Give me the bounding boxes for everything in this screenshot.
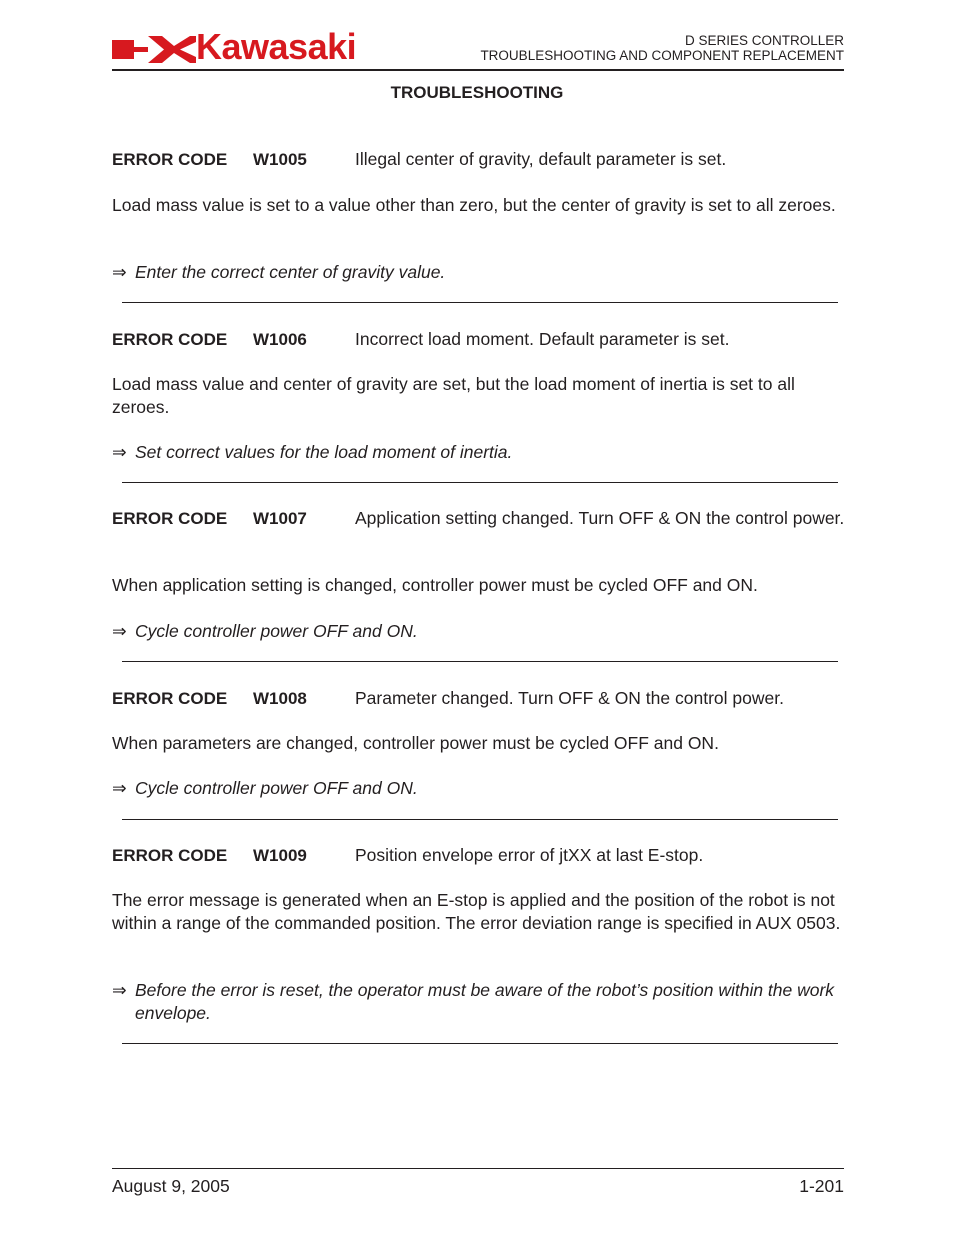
error-message: Application setting changed. Turn OFF & ON the control power. bbox=[355, 508, 845, 528]
error-description: Load mass value and center of gravity are set, but the load moment of inertia is set to all zeroes. bbox=[112, 374, 795, 417]
page-title: TROUBLESHOOTING bbox=[390, 83, 564, 102]
error-code-label: ERROR CODE bbox=[112, 509, 228, 528]
doc-subtitle: TROUBLESHOOTING AND COMPONENT REPLACEMENT bbox=[480, 48, 844, 63]
kawasaki-river-mark-icon bbox=[112, 32, 196, 66]
corrective-action bbox=[112, 441, 847, 464]
footer-rule bbox=[112, 1168, 844, 1169]
error-description: When application setting is changed, controller power must be cycled OFF and ON. bbox=[112, 575, 758, 595]
action-text: Cycle controller power OFF and ON. bbox=[135, 778, 418, 798]
arrow-right-icon: ⇒ bbox=[112, 621, 127, 641]
corrective-action bbox=[112, 620, 847, 643]
error-description: Load mass value is set to a value other than zero, but the center of gravity is set to all zeroes. bbox=[112, 195, 836, 215]
section-separator bbox=[122, 482, 838, 483]
arrow-right-icon: ⇒ bbox=[112, 980, 127, 1000]
error-message: Parameter changed. Turn OFF & ON the control power. bbox=[355, 688, 784, 708]
footer-date: August 9, 2005 bbox=[112, 1176, 230, 1196]
section-separator bbox=[122, 819, 838, 820]
error-message: Position envelope error of jtXX at last E-stop. bbox=[355, 845, 704, 865]
brand-wordmark: Kawasaki bbox=[196, 26, 357, 67]
header-rule bbox=[112, 69, 844, 71]
error-code-number: W1005 bbox=[253, 150, 307, 169]
error-description: When parameters are changed, controller power must be cycled OFF and ON. bbox=[112, 733, 719, 753]
page-number: 1-201 bbox=[799, 1176, 844, 1196]
corrective-action bbox=[112, 777, 847, 800]
error-code-label: ERROR CODE bbox=[112, 330, 228, 349]
arrow-right-icon: ⇒ bbox=[112, 262, 127, 282]
error-description: The error message is generated when an E-stop is applied and the position of the robot is not within a range of the commanded position. The error deviation range is specified in AUX 0503. bbox=[112, 890, 841, 933]
action-text: Enter the correct center of gravity value. bbox=[135, 262, 446, 282]
error-code-number: W1008 bbox=[253, 689, 307, 708]
corrective-action bbox=[112, 261, 847, 284]
action-text: Cycle controller power OFF and ON. bbox=[135, 621, 418, 641]
error-code-number: W1007 bbox=[253, 509, 307, 528]
section-separator bbox=[122, 1043, 838, 1044]
section-separator bbox=[122, 661, 838, 662]
corrective-action bbox=[112, 979, 870, 1025]
arrow-right-icon: ⇒ bbox=[112, 442, 127, 462]
error-message: Illegal center of gravity, default parameter is set. bbox=[355, 149, 727, 169]
section-separator bbox=[122, 302, 838, 303]
doc-title: D SERIES CONTROLLER bbox=[684, 33, 844, 48]
action-text: Set correct values for the load moment of inertia. bbox=[135, 442, 513, 462]
error-code-label: ERROR CODE bbox=[112, 689, 228, 708]
error-code-label: ERROR CODE bbox=[112, 150, 228, 169]
error-message: Incorrect load moment. Default parameter is set. bbox=[355, 329, 730, 349]
error-code-label: ERROR CODE bbox=[112, 846, 228, 865]
error-code-number: W1006 bbox=[253, 330, 307, 349]
kawasaki-logo bbox=[112, 26, 392, 67]
action-text: Before the error is reset, the operator must be aware of the robot’s position within the work envelope. bbox=[135, 980, 835, 1023]
error-code-number: W1009 bbox=[253, 846, 307, 865]
arrow-right-icon: ⇒ bbox=[112, 778, 127, 798]
